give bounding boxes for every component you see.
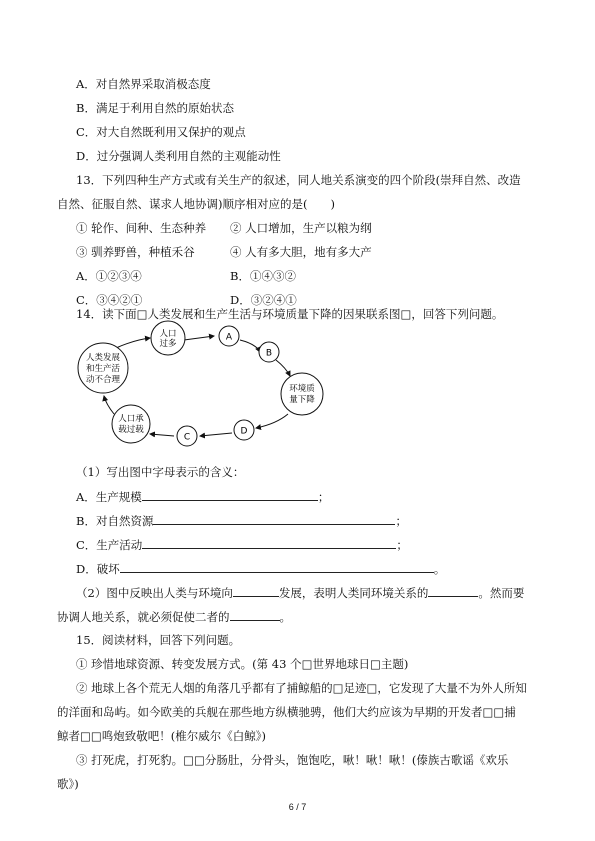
q14-sub2-line2 — [57, 608, 291, 625]
q13-item-1: ① 轮作、间种、生态种养 — [76, 221, 207, 235]
q14-a-blank[interactable] — [142, 488, 318, 501]
node-a-label: A — [225, 332, 233, 343]
q14-sub2-part2: 发展，表明人类同环境关系的 — [278, 586, 429, 600]
q14-a-semicolon: ； — [317, 490, 330, 504]
arrow-pop-to-a — [184, 336, 214, 340]
q15-material-2-line2: 的洋面和岛屿。如今欧美的兵舰在那些地方纵横驰骋，他们大约应该为早期的开发者□□捕 — [57, 705, 516, 719]
q14-answer-c — [76, 536, 408, 553]
q14-answer-a — [76, 488, 329, 505]
arrow-b-to-env — [276, 360, 290, 376]
arrow-cap-to-dev — [104, 396, 114, 414]
q14-c-semicolon: ； — [396, 538, 408, 552]
q14-answer-b — [76, 512, 407, 529]
arrow-d-to-c — [200, 433, 232, 436]
q15-material-3-line1: ③ 打死虎，打死豹。□□分肠肚，分骨头，饱饱吃，啾！啾！啾！(傣族古歌谣《欢乐 — [76, 753, 509, 767]
node-carrying-overload — [112, 405, 150, 443]
q13-item-4: ④ 人有多大胆，地有多大产 — [230, 245, 372, 259]
q14-b-label: B．对自然资源 — [76, 514, 154, 528]
q14-sub2-blank3[interactable] — [230, 608, 280, 621]
q14-answer-d — [76, 560, 445, 577]
q12-option-a: A．对自然界采取消极态度 — [76, 77, 211, 91]
q14-sub2-part3: 。然而要 — [478, 586, 525, 600]
q13-item-2: ② 人口增加，生产以粮为纲 — [230, 221, 372, 235]
q12-option-d: D．过分强调人类利用自然的主观能动性 — [76, 149, 281, 163]
q13-option-c: C．③④②① — [76, 293, 143, 307]
page-number: 6 / 7 — [288, 802, 307, 812]
q12-option-c: C．对大自然既利用又保护的观点 — [76, 125, 246, 139]
node-carrying-line1: 人口承 — [118, 414, 144, 424]
node-development-line2: 和生产活 — [85, 364, 121, 374]
q14-d-label: D．破坏 — [76, 562, 120, 576]
q15-material-3-line2: 歌》) — [57, 777, 79, 791]
node-environment-line2: 量下降 — [289, 395, 315, 405]
arrow-env-to-d — [256, 414, 288, 428]
q13-option-d: D．③②④① — [230, 293, 297, 307]
q12-option-b: B．满足于利用自然的原始状态 — [76, 101, 234, 115]
q14-a-label: A．生产规模 — [76, 490, 142, 504]
q14-sub2-blank1[interactable] — [233, 584, 279, 597]
q14-b-semicolon: ； — [395, 514, 407, 528]
q14-sub2-blank2[interactable] — [428, 584, 478, 597]
q14-stem: 14．读下面□人类发展和生产生活与环境质量下降的因果联系图□，回答下列问题。 — [76, 307, 504, 321]
arrow-a-to-b — [240, 340, 260, 352]
q14-d-period: 。 — [433, 562, 446, 576]
node-b-label: B — [265, 348, 273, 359]
q14-sub2-line2-part1: 协调人地关系，就必须促使二者的 — [57, 610, 230, 624]
node-c-label: C — [183, 432, 191, 443]
q13-item-3: ③ 驯养野兽，种植禾谷 — [76, 245, 195, 259]
node-population-line2: 过多 — [159, 339, 177, 349]
node-development-line1: 人类发展 — [85, 353, 121, 363]
q13-option-b: B．①④③② — [230, 269, 296, 283]
q14-sub2-line1 — [76, 584, 524, 601]
q14-c-blank[interactable] — [142, 536, 396, 549]
q14-sub1-title: （1）写出图中字母表示的含义： — [76, 465, 245, 479]
q14-b-blank[interactable] — [153, 512, 395, 525]
arrow-dev-to-pop — [116, 338, 150, 348]
arrow-c-to-cap — [150, 434, 174, 436]
q14-c-label: C．生产活动 — [76, 538, 143, 552]
node-population-line1: 人口 — [159, 329, 177, 339]
q15-material-2-line3: 鲸者□□鸣炮致敬吧！(椎尔威尔《白鲸》) — [57, 729, 266, 743]
node-carrying-line2: 载过载 — [118, 425, 144, 435]
q14-sub2-part1: （2）图中反映出人类与环境向 — [76, 586, 233, 600]
node-environment-line1: 环境质 — [289, 384, 315, 394]
node-development-line3: 动不合理 — [85, 375, 121, 385]
q14-d-blank[interactable] — [120, 560, 434, 573]
q13-option-a: A．①②③④ — [76, 269, 142, 283]
node-environment-decline — [281, 373, 323, 415]
q13-stem-line1: 13．下列四种生产方式或有关生产的叙述，同人地关系演变的四个阶段(崇拜自然、改造 — [76, 173, 521, 187]
q15-stem: 15．阅读材料，回答下列问题。 — [76, 633, 241, 647]
cause-effect-cycle-diagram — [76, 318, 336, 448]
q15-material-1: ① 珍惜地球资源、转变发展方式。(第 43 个□世界地球日□主题) — [76, 657, 409, 671]
node-d-label: D — [240, 426, 248, 437]
q15-material-2-line1: ② 地球上各个荒无人烟的角落几乎都有了捕鲸船的□足迹□，它发现了大量不为外人所知 — [76, 681, 527, 695]
q13-stem-line2: 自然、征服自然、谋求人地协调)顺序相对应的是( ) — [57, 197, 335, 211]
q14-sub2-line2-part2: 。 — [279, 610, 291, 624]
